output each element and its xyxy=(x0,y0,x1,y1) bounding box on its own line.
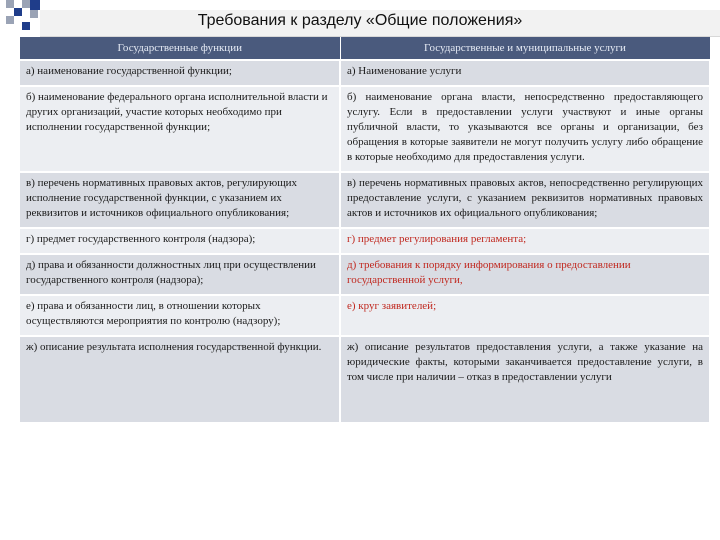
cell-service: б) наименование органа власти, непосредственно предоставляющего услугу. Если в предоставлении услуги участвуют и иные органы публичной власти, то указываются все органы и организации, без обращения в которые заявители не могут получить услугу либо обращение в которые необходимо для предоставления услуги. xyxy=(340,86,710,172)
cell-function: е) права и обязанности лиц, в отношении которых осуществляются мероприятия по контролю (надзору); xyxy=(20,295,340,336)
cell-function: ж) описание результата исполнения государственной функции. xyxy=(20,336,340,422)
page-title: Требования к разделу «Общие положения» xyxy=(197,12,523,29)
table-row xyxy=(20,60,710,86)
cell-service: в) перечень нормативных правовых актов, непосредственно регулирующих предоставление услуги, с указанием реквизитов нормативных правовых актов и источников их официального опубликования; xyxy=(340,172,710,228)
decor-square-icon xyxy=(22,0,30,8)
table-row xyxy=(20,336,710,422)
table-row xyxy=(20,254,710,295)
table-row xyxy=(20,228,710,254)
cell-service: е) круг заявителей; xyxy=(340,295,710,336)
cell-function: г) предмет государственного контроля (надзора); xyxy=(20,228,340,254)
cell-service: г) предмет регулирования регламента; xyxy=(340,228,710,254)
cell-function: д) права и обязанности должностных лиц при осуществлении государственного контроля (надзора); xyxy=(20,254,340,295)
column-header-services: Государственные и муниципальные услуги xyxy=(340,37,710,60)
table-row xyxy=(20,172,710,228)
table-row xyxy=(20,86,710,172)
comparison-table xyxy=(20,37,711,422)
decor-square-icon xyxy=(6,0,14,8)
cell-service: д) требования к порядку информирования о предоставлении государственной услуги, xyxy=(340,254,710,295)
table-header-row xyxy=(20,37,710,60)
cell-service: а) Наименование услуги xyxy=(340,60,710,86)
cell-service: ж) описание результатов предоставления услуги, а также указание на юридические факты, которыми заканчивается предоставление услуги, в том числе при наличии – отказ в предоставлении услуги xyxy=(340,336,710,422)
cell-function: в) перечень нормативных правовых актов, регулирующих исполнение государственной функции, с указанием их реквизитов и источников официального опубликования; xyxy=(20,172,340,228)
column-header-functions: Государственные функции xyxy=(20,37,340,60)
table-row xyxy=(20,295,710,336)
cell-function: б) наименование федерального органа исполнительной власти и других организаций, участие которых необходимо при исполнении государственной функции; xyxy=(20,86,340,172)
cell-function: а) наименование государственной функции; xyxy=(20,60,340,86)
decor-square-icon xyxy=(30,0,40,10)
